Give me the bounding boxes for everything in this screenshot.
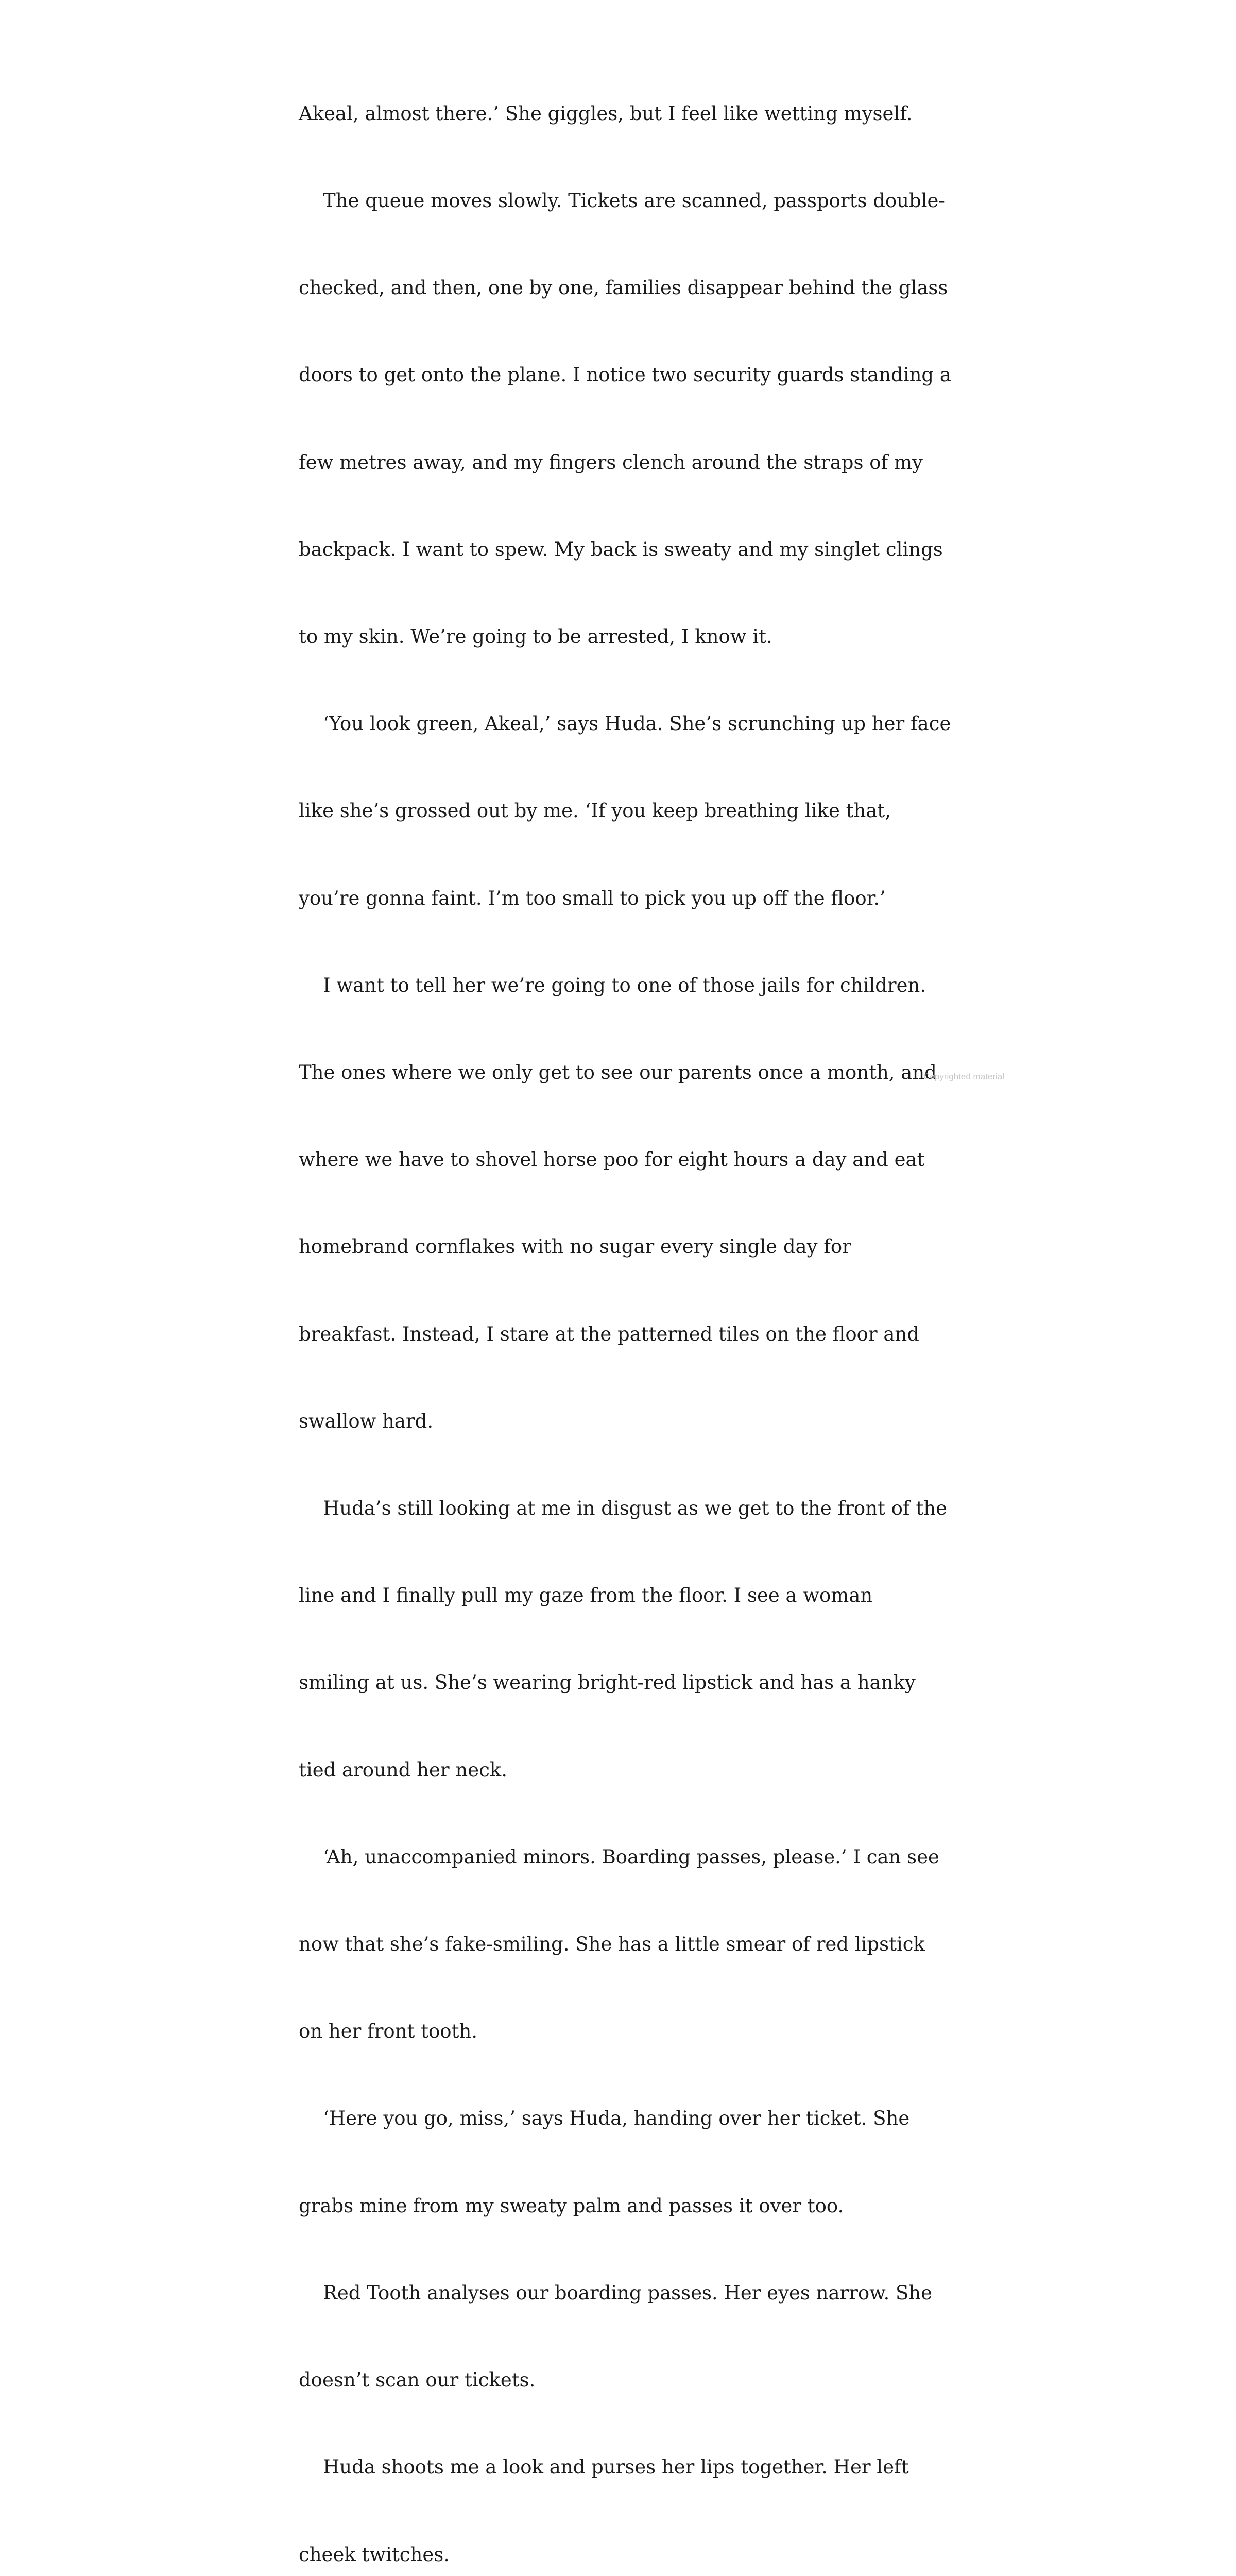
- text-line: checked, and then, one by one, families disappear behind the glass: [299, 277, 948, 299]
- text-line: I want to tell her we’re going to one of those jails for children.: [299, 974, 926, 996]
- text-line: few metres away, and my fingers clench around the straps of my: [299, 451, 923, 473]
- text-line: The ones where we only get to see our parents once a month, and: [299, 1061, 937, 1084]
- text-line: you’re gonna faint. I’m too small to pick you up off the floor.’: [299, 887, 886, 909]
- text-line: doors to get onto the plane. I notice two security guards standing a: [299, 364, 951, 386]
- text-line: Huda shoots me a look and purses her lips together. Her left: [299, 2456, 909, 2479]
- text-line: Akeal, almost there.’ She giggles, but I feel like wetting myself.: [299, 102, 913, 125]
- body-text: [299, 41, 951, 2576]
- text-line: like she’s grossed out by me. ‘If you keep breathing like that,: [299, 800, 891, 822]
- text-line: grabs mine from my sweaty palm and passes it over too.: [299, 2194, 844, 2217]
- text-line: doesn’t scan our tickets.: [299, 2369, 536, 2392]
- text-line: The queue moves slowly. Tickets are scanned, passports double-: [299, 190, 945, 212]
- text-line: where we have to shovel horse poo for eight hours a day and eat: [299, 1148, 925, 1171]
- text-line: ‘Ah, unaccompanied minors. Boarding passes, please.’ I can see: [299, 1845, 939, 1868]
- text-line: homebrand cornflakes with no sugar every single day for: [299, 1235, 851, 1258]
- text-line: swallow hard.: [299, 1410, 434, 1432]
- text-line: now that she’s fake-smiling. She has a little smear of red lipstick: [299, 1933, 925, 1956]
- text-line: Huda’s still looking at me in disgust as we get to the front of the: [299, 1497, 947, 1520]
- copyright-watermark: Copyrighted material: [923, 1072, 1004, 1081]
- text-line: Red Tooth analyses our boarding passes. Her eyes narrow. She: [299, 2281, 933, 2304]
- text-line: line and I finally pull my gaze from the floor. I see a woman: [299, 1584, 873, 1607]
- text-line: backpack. I want to spew. My back is sweaty and my singlet clings: [299, 538, 943, 561]
- text-line: on her front tooth.: [299, 2020, 478, 2043]
- text-line: to my skin. We’re going to be arrested, I know it.: [299, 625, 772, 648]
- text-line: tied around her neck.: [299, 1758, 507, 1781]
- text-line: ‘You look green, Akeal,’ says Huda. She’s scrunching up her face: [299, 713, 951, 735]
- text-line: breakfast. Instead, I stare at the patterned tiles on the floor and: [299, 1323, 919, 1345]
- text-line: smiling at us. She’s wearing bright-red lipstick and has a hanky: [299, 1671, 916, 1694]
- text-line: ‘Here you go, miss,’ says Huda, handing over her ticket. She: [299, 2107, 910, 2130]
- text-line: cheek twitches.: [299, 2543, 450, 2566]
